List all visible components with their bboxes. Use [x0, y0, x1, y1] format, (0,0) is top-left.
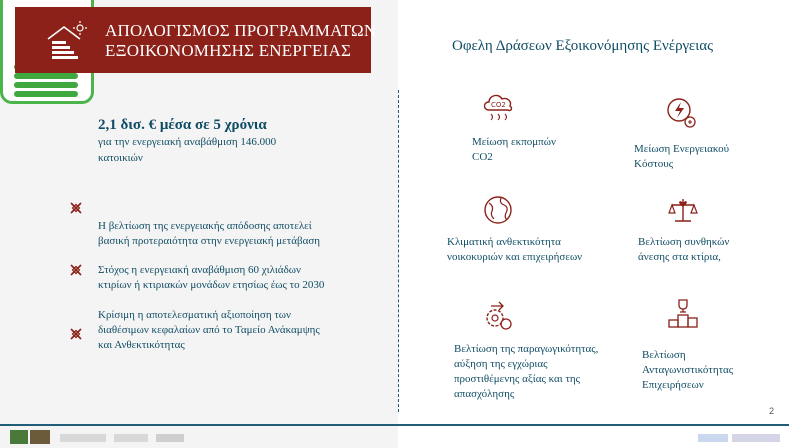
- scale-heart-icon: [666, 193, 700, 227]
- bullet-3-line-3: και Ανθεκτικότητας: [98, 339, 185, 351]
- energy-house-icon: [44, 19, 88, 63]
- bullet-1-line-2: βασική προτεραιότητα στην ενεργειακή μετάβαση: [98, 235, 321, 247]
- highlight-value: 2,1 δισ. € μέσα σε 5 χρόνια: [98, 117, 267, 133]
- benefit-5-line-2: αύξηση της εγχώριας: [454, 358, 548, 370]
- panel-divider: [398, 90, 399, 412]
- footer-logo-greece20: [698, 434, 728, 442]
- productivity-gears-icon: [481, 298, 515, 332]
- benefit-5-line-3: προστιθέμενης αξίας και της: [454, 373, 581, 385]
- footer-logo-partner-2: [114, 434, 148, 442]
- benefit-2-line-1: Μείωση Ενεργειακού: [634, 143, 730, 155]
- footer-logo-ministry: [10, 430, 28, 444]
- benefit-1-line-1: Μείωση εκπομπών: [472, 136, 556, 148]
- svg-text:CO2: CO2: [491, 101, 506, 109]
- benefit-1-line-2: CO2: [472, 151, 493, 163]
- benefit-4-line-2: άνεσης στα κτίρια,: [638, 251, 721, 263]
- bullet-2-line-2: κτιρίων ή κτιριακών μονάδων ετησίως έως το 2030: [98, 279, 325, 291]
- benefit-3-line-2: νοικοκυριών και επιχειρήσεων: [447, 251, 583, 263]
- benefit-6-line-2: Ανταγωνιστικότητας: [642, 364, 734, 376]
- bullet-x-icon: [69, 201, 83, 215]
- benefit-4-line-1: Βελτίωση συνθηκών: [638, 236, 730, 248]
- benefit-6-line-3: Επιχειρήσεων: [642, 379, 704, 391]
- bullet-x-icon: [69, 327, 83, 341]
- footer-divider: [0, 424, 789, 426]
- co2-cloud-icon: [481, 88, 515, 122]
- globe-icon: [481, 193, 515, 227]
- footer-logo-tee: [156, 434, 184, 442]
- energy-cost-icon: [664, 96, 698, 130]
- benefit-2-line-2: Κόστους: [634, 158, 674, 170]
- benefit-5-line-1: Βελτίωση της παραγωγικότητας,: [454, 343, 599, 355]
- benefit-5-line-4: απασχόλησης: [454, 388, 515, 400]
- bullet-2-line-1: Στόχος η ενεργειακή αναβάθμιση 60 χιλιάδων: [98, 264, 301, 276]
- benefits-title: Οφελη Δράσεων Εξοικονόμησης Ενέργειας: [452, 38, 714, 54]
- bullet-3-line-1: Κρίσιμη η αποτελεσματική αξιοποίηση των: [98, 309, 291, 321]
- bullet-3-line-2: διαθέσιμων κεφαλαίων από το Ταμείο Ανάκαμψης: [98, 324, 320, 336]
- footer-logo-partner-1: [60, 434, 106, 442]
- bullet-x-icon: [69, 263, 83, 277]
- page-title-line-1: ΑΠΟΛΟΓΙΣΜΟΣ ΠΡΟΓΡΑΜΜΑΤΩΝ: [105, 21, 377, 40]
- podium-trophy-icon: [666, 296, 700, 330]
- page-title-line-2: ΕΞΟΙΚΟΝΟΜΗΣΗΣ ΕΝΕΡΓΕΙΑΣ: [105, 41, 352, 60]
- highlight-subtitle: για την ενεργειακή αναβάθμιση 146.000 κατοικιών: [98, 136, 277, 164]
- footer-logo-agency: [30, 430, 50, 444]
- bullet-1-line-1: Η βελτίωση της ενεργειακής απόδοσης αποτελεί: [98, 220, 312, 232]
- page-number: 2: [769, 406, 775, 416]
- benefit-3-line-1: Κλιματική ανθεκτικότητα: [447, 236, 561, 248]
- footer-logo-eu: [732, 434, 780, 442]
- benefit-6-line-1: Βελτίωση: [642, 349, 686, 361]
